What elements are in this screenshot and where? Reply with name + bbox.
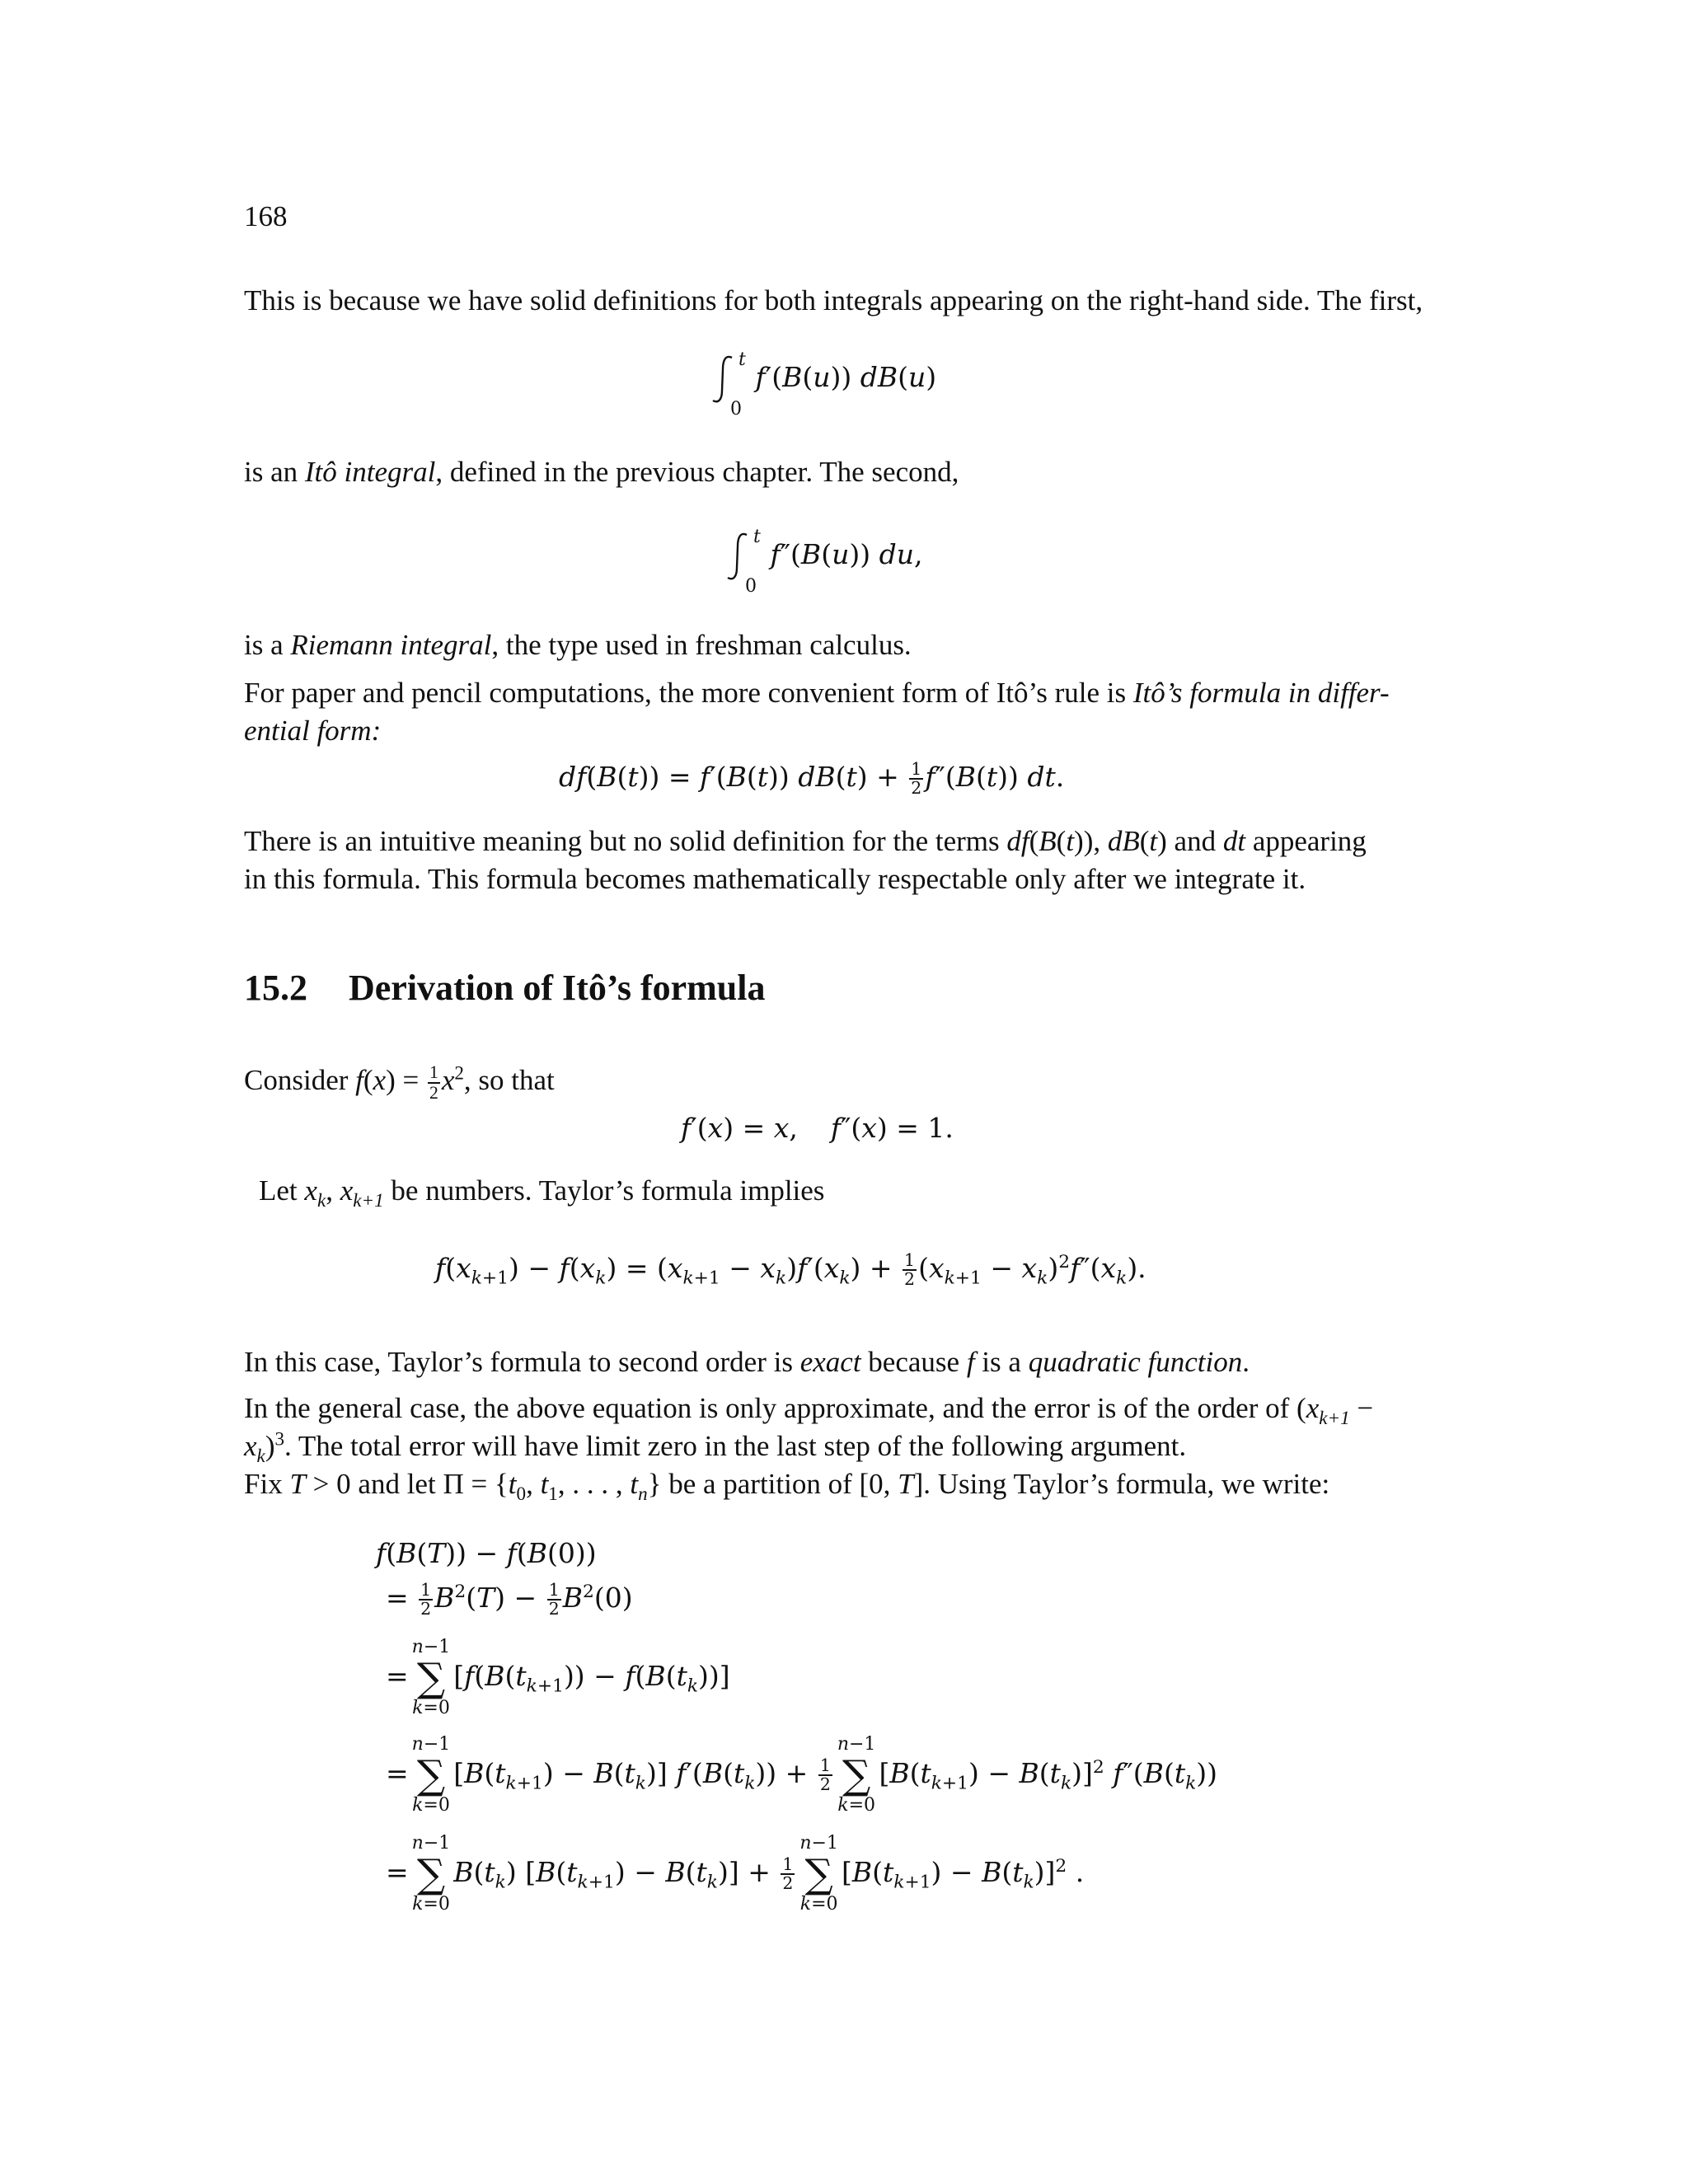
paragraph-7: Let $x_k$, $x_{k+1}$ be numbers. Taylor’s formula implies bbox=[259, 1174, 825, 1211]
sum-sign: n−1 ∑ k=0 bbox=[411, 1637, 451, 1718]
paragraph-5: There is an intuitive meaning but no solid definition for the terms df(B(t)), dB(t) and dt appearing in this formula. This formula becomes mathematically respectable only after we integrate it. bbox=[244, 825, 1367, 895]
ito-integral-term: Itô integral bbox=[304, 456, 436, 488]
equation-line-3: = n−1 ∑ k=0 $[f(B(t_{k+1})) - f(B(t_k))]$ bbox=[386, 1637, 730, 1718]
equation-line-1: f(B(T)) − f(B(0)) bbox=[376, 1537, 597, 1569]
paragraph-10-let: and let bbox=[350, 1468, 443, 1500]
paragraph-3 bbox=[244, 626, 1449, 664]
paragraph-8: In this case, Taylor’s formula to second order is exact because f is a quadratic function. bbox=[244, 1346, 1250, 1378]
paragraph-10: Fix T > 0 and let $\Pi = \{t_0$, $t_1$, . . . , $t_n$} be a partition of [0, T]. Using Taylor’s formula, we write: bbox=[244, 1468, 1330, 1504]
paragraph-3-text-end: , the type used in freshman calculus. bbox=[491, 629, 912, 661]
equation-line-4: = n−1 ∑ k=0 $[B(t_{k+1}) - B(t_k)] f'(B(t_k))$ + $\frac{1}{2}$ n−1 ∑ k=0 $[B(t_{k+1}) - B(t_k)]^2$ $f''(B(t_k))$ bbox=[386, 1734, 1218, 1816]
paragraph-6-text: Consider bbox=[244, 1064, 356, 1096]
integral-sign: t 0 bbox=[725, 532, 762, 581]
section-heading bbox=[244, 969, 766, 1007]
equation-line-5: = n−1 ∑ k=0 $B(t_k) [B(t_{k+1}) - B(t_k)]$ + $\frac{1}{2}$ n−1 ∑ k=0 $[B(t_{k+1}) - B(t_k)]^2$ . bbox=[386, 1833, 1085, 1915]
paragraph-9-text: In the general case, the above equation is only approximate, and the error is of the order of bbox=[244, 1392, 1297, 1424]
ito-differential-term: Itô’s formula in differ- bbox=[1132, 677, 1390, 709]
paragraph-7-text-end: be numbers. Taylor’s formula implies bbox=[383, 1174, 825, 1207]
paragraph-8-is-a: is a bbox=[974, 1346, 1029, 1378]
equation-taylor: $f(x_{k+1}) - f(x_k) = (x_{k+1} - x_k)f'(x_k)$ + $\frac{1}{2}$ $(x_{k+1} - x_k)^2f''(x_k)$. bbox=[435, 1249, 1146, 1289]
paragraph-10-text: Fix bbox=[244, 1468, 290, 1500]
paragraph-7-text: Let bbox=[259, 1174, 305, 1207]
paragraph-9-text-end: . The total error will have limit zero in the last step of the following argument. bbox=[284, 1430, 1187, 1462]
equation-ito-integral: t 0 f′(B(u)) dB(u) bbox=[710, 354, 936, 404]
paragraph-8-text: In this case, Taylor’s formula to second order is bbox=[244, 1346, 800, 1378]
paragraph-5-and: and bbox=[1166, 825, 1223, 857]
paragraph-9: In the general case, the above equation is only approximate, and the error is of the order of ($x_{k+1}$ − $x_k)^3$. The total error will have limit zero in the last step of the following argument. bbox=[244, 1392, 1374, 1466]
paragraph-6: Consider f(x) = $\frac{1}{2}$ $x^2$, so that bbox=[244, 1062, 555, 1103]
equation-differential-form: df(B(t)) = f′(B(t)) dB(t) + $\frac{1}{2}$ f″(B(t)) dt. bbox=[559, 758, 1065, 798]
paragraph-6-text-end: , so that bbox=[463, 1064, 555, 1096]
page-number: 168 bbox=[244, 200, 288, 232]
sum-sign: n−1 ∑ k=0 bbox=[837, 1734, 876, 1816]
paragraph-2-text: is an bbox=[244, 456, 305, 488]
paragraph-5-text-end: in this formula. This formula becomes mathematically respectable only after we integrate it. bbox=[244, 863, 1306, 895]
paragraph-8-period: . bbox=[1242, 1346, 1250, 1378]
section-title-text: Derivation of Itô’s formula bbox=[349, 968, 766, 1008]
paragraph-3-text: is a bbox=[244, 629, 291, 661]
paragraph-2-text-end: , defined in the previous chapter. The second, bbox=[435, 456, 959, 488]
paragraph-1-text: This is because we have solid definitions for both integrals appearing on the right-hand side. The first, bbox=[244, 284, 1423, 316]
equation-line-2: = $\frac{1}{2}$ $B^2(T)$ − $\frac{1}{2}$ $B^2(0)$ bbox=[386, 1579, 633, 1619]
integral-sign: t 0 bbox=[710, 354, 747, 404]
sum-sign: n−1 ∑ k=0 bbox=[411, 1833, 451, 1915]
paragraph-5-text: There is an intuitive meaning but no solid definition for the terms bbox=[244, 825, 1007, 857]
sum-sign: n−1 ∑ k=0 bbox=[411, 1734, 451, 1816]
equation-riemann-integral: t 0 f″(B(u)) du, bbox=[725, 532, 922, 581]
paragraph-10-text-end: . Using Taylor’s formula, we write: bbox=[923, 1468, 1330, 1500]
quadratic-function-term: quadratic function bbox=[1028, 1346, 1243, 1378]
paragraph-2 bbox=[244, 453, 1449, 491]
paragraph-5-appearing: appearing bbox=[1245, 825, 1367, 857]
paragraph-8-because: because bbox=[860, 1346, 967, 1378]
section-title bbox=[244, 969, 766, 1007]
paragraph-1 bbox=[244, 282, 1449, 320]
paragraph-4-text: For paper and pencil computations, the more convenient form of Itô’s rule is bbox=[244, 677, 1133, 709]
paragraph-4 bbox=[244, 674, 1449, 750]
equation-derivatives: f′(x) = x, f″(x) = 1. bbox=[681, 1112, 954, 1144]
section-number: 15.2 bbox=[244, 968, 307, 1008]
exact-term: exact bbox=[799, 1346, 861, 1378]
riemann-integral-term: Riemann integral bbox=[290, 629, 492, 661]
paragraph-10-partition: be a partition of bbox=[661, 1468, 860, 1500]
ito-differential-term-end: ential form: bbox=[244, 715, 382, 747]
sum-sign: n−1 ∑ k=0 bbox=[799, 1833, 838, 1915]
